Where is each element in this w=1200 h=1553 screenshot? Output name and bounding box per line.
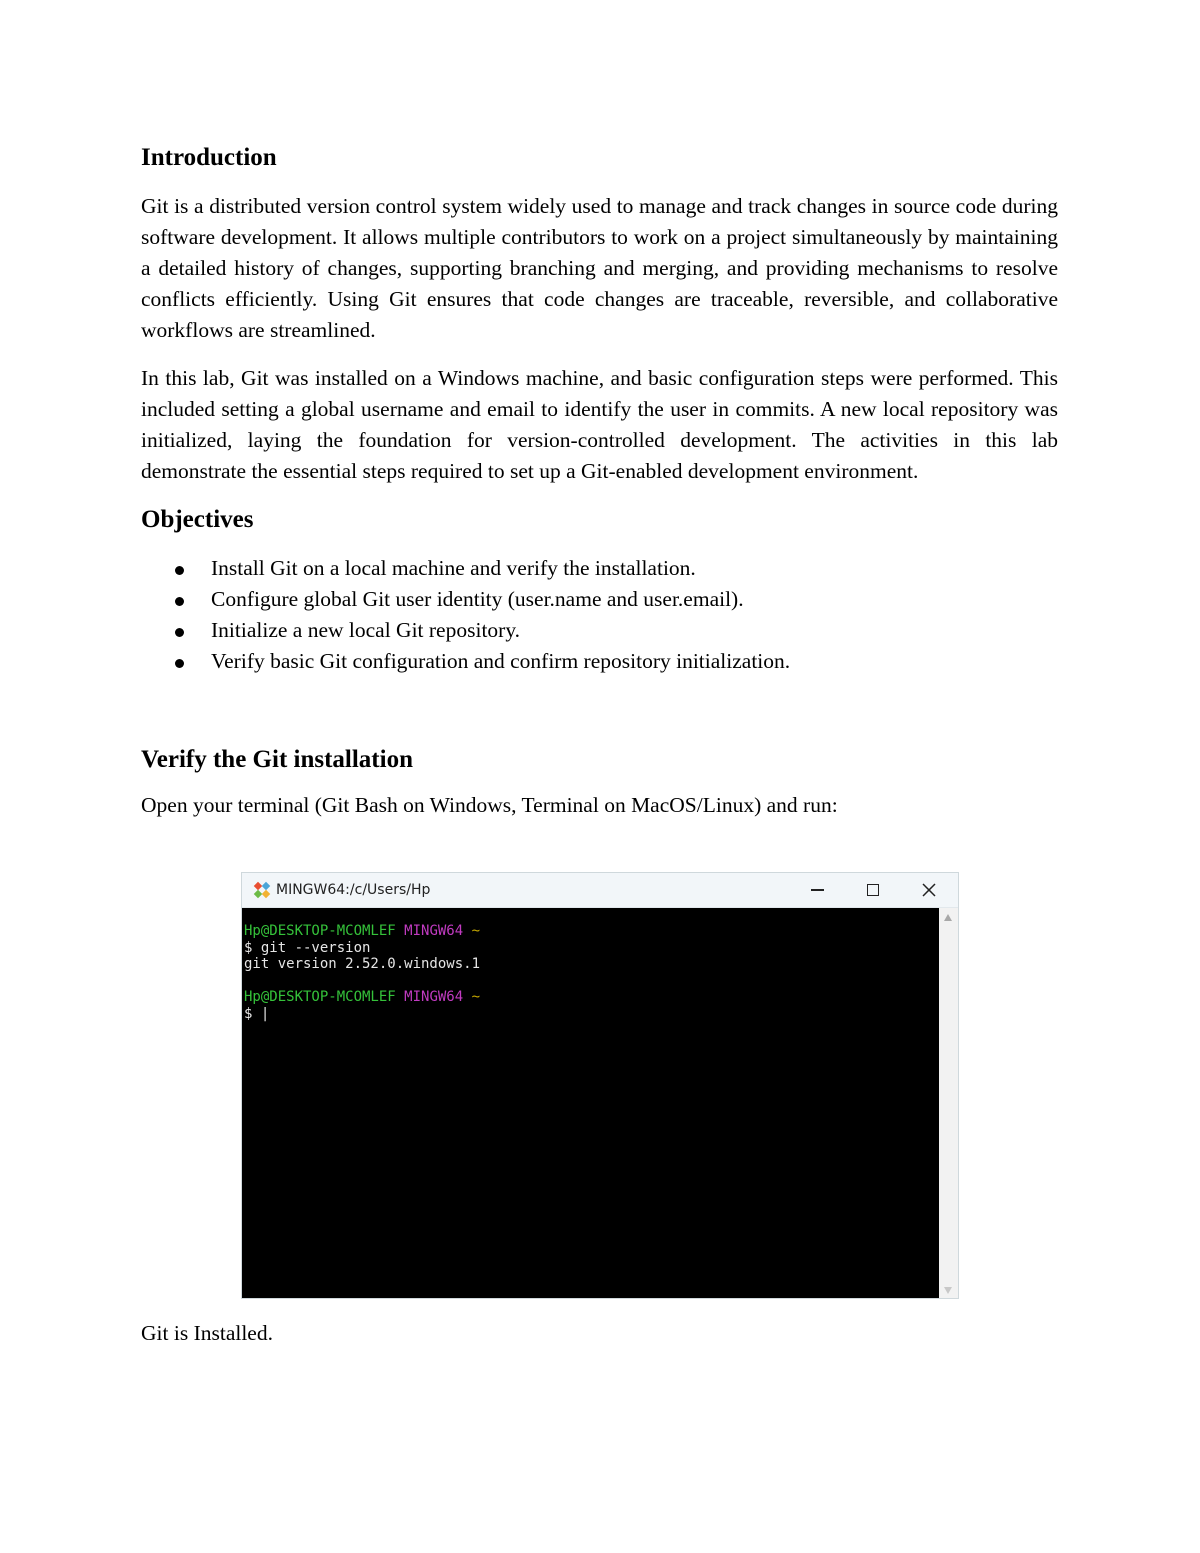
close-button[interactable] (912, 877, 946, 903)
prompt-line: Hp@DESKTOP-MCOMLEF MINGW64 ~ (244, 989, 481, 1005)
output-line: git version 2.52.0.windows.1 (244, 956, 481, 972)
verify-caption: Git is Installed. (141, 1321, 273, 1345)
bullet-icon (175, 659, 184, 668)
introduction-paragraph-2: In this lab, Git was installed on a Windows machine, and basic configuration steps were performed. This included setting a global username and email to identify the user in commits. A new local repository was initialized, laying the foundation for version-controlled development. The activities in this lab demonstrate the essential steps required to set up a Git-enabled development environment. (141, 366, 1058, 483)
objective-item: Install Git on a local machine and verify the installation. (141, 553, 1058, 584)
objective-item: Initialize a new local Git repository. (141, 615, 1058, 646)
objective-item: Verify basic Git configuration and confirm repository initialization. (141, 646, 1058, 677)
git-bash-icon (252, 880, 272, 900)
cursor-line: $ | (244, 1005, 270, 1022)
introduction-paragraph-1: Git is a distributed version control system widely used to manage and track changes in source code during software development. It allows multiple contributors to work on a project simultaneously by maintaining a detailed history of changes, supporting branching and merging, and providing mechanisms to resolve conflicts efficiently. Using Git ensures that code changes are traceable, reversible, and collaborative workflows are streamlined. (141, 194, 1058, 342)
close-icon (922, 883, 936, 897)
document-content (141, 138, 1058, 821)
objectives-list (141, 553, 1058, 677)
introduction-heading: Introduction (141, 144, 277, 171)
terminal-title: MINGW64:/c/Users/Hp (276, 882, 431, 898)
terminal-scrollbar[interactable] (939, 908, 958, 1298)
minimize-button[interactable] (800, 877, 834, 903)
prompt-line: Hp@DESKTOP-MCOMLEF MINGW64 ~ (244, 923, 481, 939)
terminal-titlebar[interactable] (242, 873, 958, 908)
bullet-icon (175, 597, 184, 606)
maximize-icon (867, 884, 879, 896)
bullet-icon (175, 566, 184, 575)
terminal-screenshot (241, 872, 959, 1299)
maximize-button[interactable] (856, 877, 890, 903)
verify-instruction: Open your terminal (Git Bash on Windows, Terminal on MacOS/Linux) and run: (141, 793, 838, 817)
command-line: $ git --version (244, 939, 371, 956)
objective-item: Configure global Git user identity (user.name and user.email). (141, 584, 1058, 615)
blank-line (244, 973, 939, 990)
scroll-down-icon[interactable] (944, 1287, 952, 1294)
bullet-icon (175, 628, 184, 637)
scroll-up-icon[interactable] (944, 914, 952, 921)
objectives-heading: Objectives (141, 506, 254, 533)
verify-heading: Verify the Git installation (141, 746, 413, 773)
terminal-output[interactable] (242, 908, 939, 1298)
minimize-icon (811, 889, 824, 891)
